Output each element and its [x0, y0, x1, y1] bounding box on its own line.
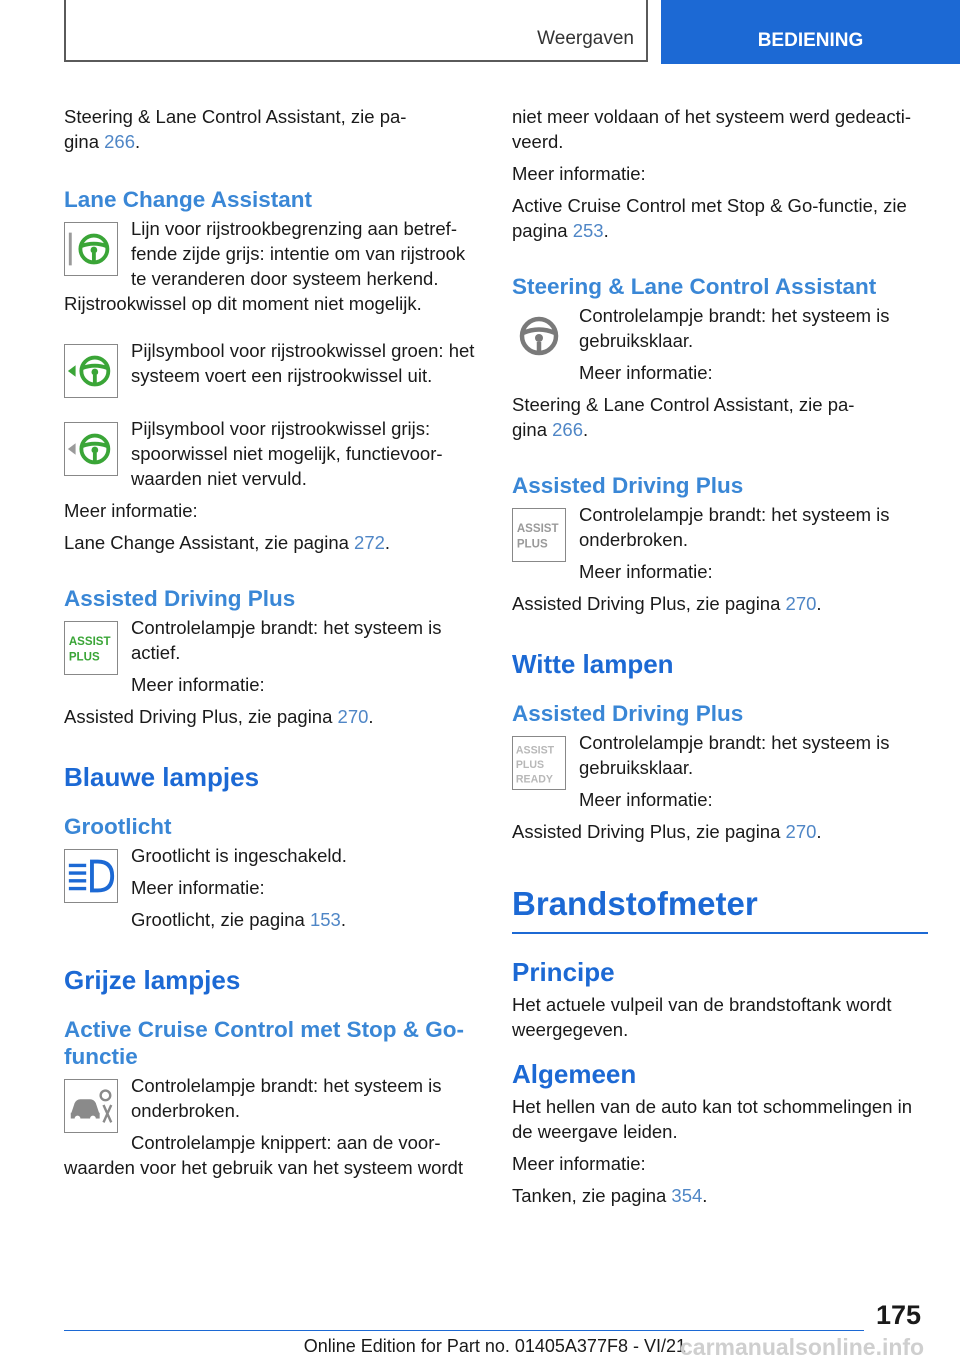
page-link[interactable]: 266: [104, 131, 135, 152]
assisted-plus-reference: Assisted Driving Plus, zie pagina 270.: [64, 706, 374, 727]
cruise-control-grey-icon: [64, 1079, 118, 1133]
page-link[interactable]: 266: [552, 419, 583, 440]
svg-text:PLUS: PLUS: [516, 538, 548, 551]
heading-principle: Principe: [512, 957, 615, 987]
assist-plus-grey-icon: [512, 508, 566, 562]
watermark-logo: carmanualsonline.info: [680, 1334, 925, 1360]
lamp-lane-change-grey-arrow: Pijlsymbool voor rijstrookwissel grijs: spoorwissel niet mogelijk, functievoor-waarden niet vervuld.: [64, 416, 480, 491]
intro-paragraph: Steering & Lane Control Assistant, zie pa-gina 266.: [64, 106, 407, 152]
slca-reference: Steering & Lane Control Assistant, zie pa-gina 266.: [512, 394, 855, 440]
page-link[interactable]: 270: [785, 593, 817, 614]
heading-lane-change: Lane Change Assistant: [64, 187, 312, 212]
lamp-steering-lane-control: Controlelampje brandt: het systeem is gebruiksklaar. Meer informatie:: [512, 303, 928, 385]
heading-assisted-driving-plus: Assisted Driving Plus: [64, 586, 296, 611]
lamp-lane-change-green: Pijlsymbool voor rijstrookwissel groen: het systeem voert een rijstrookwissel uit.: [64, 338, 480, 394]
heading-assisted-driving-plus-grey: Assisted Driving Plus: [512, 473, 744, 498]
svg-text:PLUS: PLUS: [68, 651, 100, 664]
page-link[interactable]: 270: [337, 706, 369, 727]
lamp-assisted-plus-grey: ASSIST PLUS Controlelampje brandt: het systeem is onderbroken. Meer informatie:: [512, 502, 928, 584]
svg-text:READY: READY: [515, 773, 553, 786]
heading-white-lamps: Witte lampen: [512, 649, 674, 679]
heading-active-cruise-control: Active Cruise Control met Stop & Go-functie: [64, 1017, 465, 1069]
page-link[interactable]: 354: [671, 1185, 703, 1206]
page-link[interactable]: 153: [309, 909, 341, 930]
heading-general: Algemeen: [512, 1059, 637, 1089]
adp-grey-reference: Assisted Driving Plus, zie pagina 270.: [512, 593, 822, 614]
lamp-high-beam: Grootlicht is ingeschakeld. Meer informatie: Grootlicht, zie pagina 153.: [64, 843, 480, 932]
svg-text:PLUS: PLUS: [515, 758, 545, 771]
page-link[interactable]: 253: [572, 220, 604, 241]
lamp-assisted-plus-green: ASSIST PLUS Controlelampje brandt: het systeem is actief. Meer informatie:: [64, 615, 480, 697]
footer-edition: Online Edition for Part no. 01405A377F8 - VI/21: [303, 1336, 686, 1356]
steering-wheel-grey-icon: [512, 309, 566, 363]
header-chapter-tab: [661, 0, 960, 64]
assist-plus-ready-icon: [512, 736, 566, 790]
adp-white-reference: Assisted Driving Plus, zie pagina 270.: [512, 821, 822, 842]
assist-plus-green-icon: [64, 621, 118, 675]
lamp-active-cruise-control: Controlelampje brandt: het systeem is onderbroken. Controlelampje knippert: aan de voor-waarden voor het gebruik van het systeem wordt: [64, 1075, 463, 1178]
lane-change-reference: Lane Change Assistant, zie pagina 272.: [64, 532, 391, 553]
heading-grey-lamps: Grijze lampjes: [64, 965, 241, 995]
right-column: niet meer voldaan of het systeem werd gedeacti-veerd. Meer informatie: Active Cruise Control met Stop & Go-functie, zie pagina 253. Steering & Lane Control Assistant Controlelampje brandt: het systeem is gebruiksklaar. Meer informatie: Steering & Lane Control Assistant, zie pa-gina 266. Assisted Driving Plus ASSIST PLUS Controlelampje brandt: het systeem is onderbroken. Meer informatie: Assisted Driving Plus, zie pagina 270. Witte lampen Assisted Driving Plus ASSIST PLUS READY Controlelampje brandt: het systeem is gebruiksklaar. Meer informatie: Assisted Driving Plus, zie pagina 270. Brandstofmeter Principe Het actuele vulpeil van de brandstoftank wordt weergegeven. Algemeen Het hellen van de auto kan tot schommelingen in de weergave leiden. Meer informatie: Tanken, zie pagina 354.: [512, 104, 928, 1215]
footer-divider: [64, 1330, 864, 1331]
page-link[interactable]: 272: [354, 532, 385, 553]
svg-text:ASSIST: ASSIST: [516, 523, 559, 536]
svg-text:ASSIST: ASSIST: [515, 744, 555, 757]
heading-fuel-gauge: Brandstofmeter: [512, 885, 758, 922]
steering-wheel-grey-arrow-icon: [64, 422, 118, 476]
lamp-lane-change-grey: Lijn voor rijstrookbegrenzing aan betref-fende zijde grijs: intentie om van rijstrook te veranderen door systeem herkend. Rijstrookwissel op dit moment niet mogelijk.: [64, 218, 466, 314]
fuel-gauge-title-block: [512, 884, 928, 934]
left-column: Steering & Lane Control Assistant, zie pa-gina 266. Lane Change Assistant Lijn voor rijstrookbegrenzing aan betref-fende zijde grijs: intentie om van rijstrook te veranderen door systeem herkend. Rijstrookwissel op dit moment niet mogelijk. Pijlsymbool voor rijstrookwissel groen: het systeem voert een rijstrookwissel uit. Pijlsymbool voor rijstrookwissel grijs: spoorwissel niet mogelijk, functievoor-waarden niet vervuld. Meer informatie: Lane Change Assistant, zie pagina 272. Assisted Driving Plus ASSIST PLUS Controlelampje brandt: het systeem is actief. Meer informatie: Assisted Driving Plus, zie pagina 270. Blauwe lampjes Grootlicht Grootlicht is ingeschakeld. Meer informatie: Grootlicht, zie pagina 153. Grijze lampjes Active Cruise Control met Stop & Go-functie Controlelampje brandt: het systeem is onderbroken. Controlelampje knippert: aan de voor-waarden voor het gebruik van het systeem wordt: [64, 104, 480, 1180]
svg-text:ASSIST: ASSIST: [68, 636, 111, 649]
heading-high-beam: Grootlicht: [64, 814, 172, 839]
high-beam-icon: [64, 849, 118, 903]
heading-blue-lamps: Blauwe lampjes: [64, 762, 260, 792]
acc-reference: Active Cruise Control met Stop & Go-functie, zie pagina 253.: [512, 195, 907, 241]
steering-wheel-lane-line-icon: [64, 222, 118, 276]
refuel-reference: Tanken, zie pagina 354.: [512, 1185, 708, 1206]
page-link[interactable]: 270: [785, 821, 817, 842]
page-number: 175: [876, 1300, 922, 1330]
lamp-assisted-plus-ready: ASSIST PLUS READY Controlelampje brandt: het systeem is gebruiksklaar. Meer informatie:: [512, 730, 928, 812]
header-section-title: Weergaven: [537, 28, 634, 49]
steering-wheel-green-arrow-icon: [64, 344, 118, 398]
heading-assisted-driving-plus-white: Assisted Driving Plus: [512, 701, 744, 726]
header-chapter-title: BEDIENING: [757, 30, 864, 51]
high-beam-reference: Grootlicht, zie pagina 153.: [131, 909, 346, 930]
heading-steering-lane-control: Steering & Lane Control Assistant: [512, 274, 877, 299]
